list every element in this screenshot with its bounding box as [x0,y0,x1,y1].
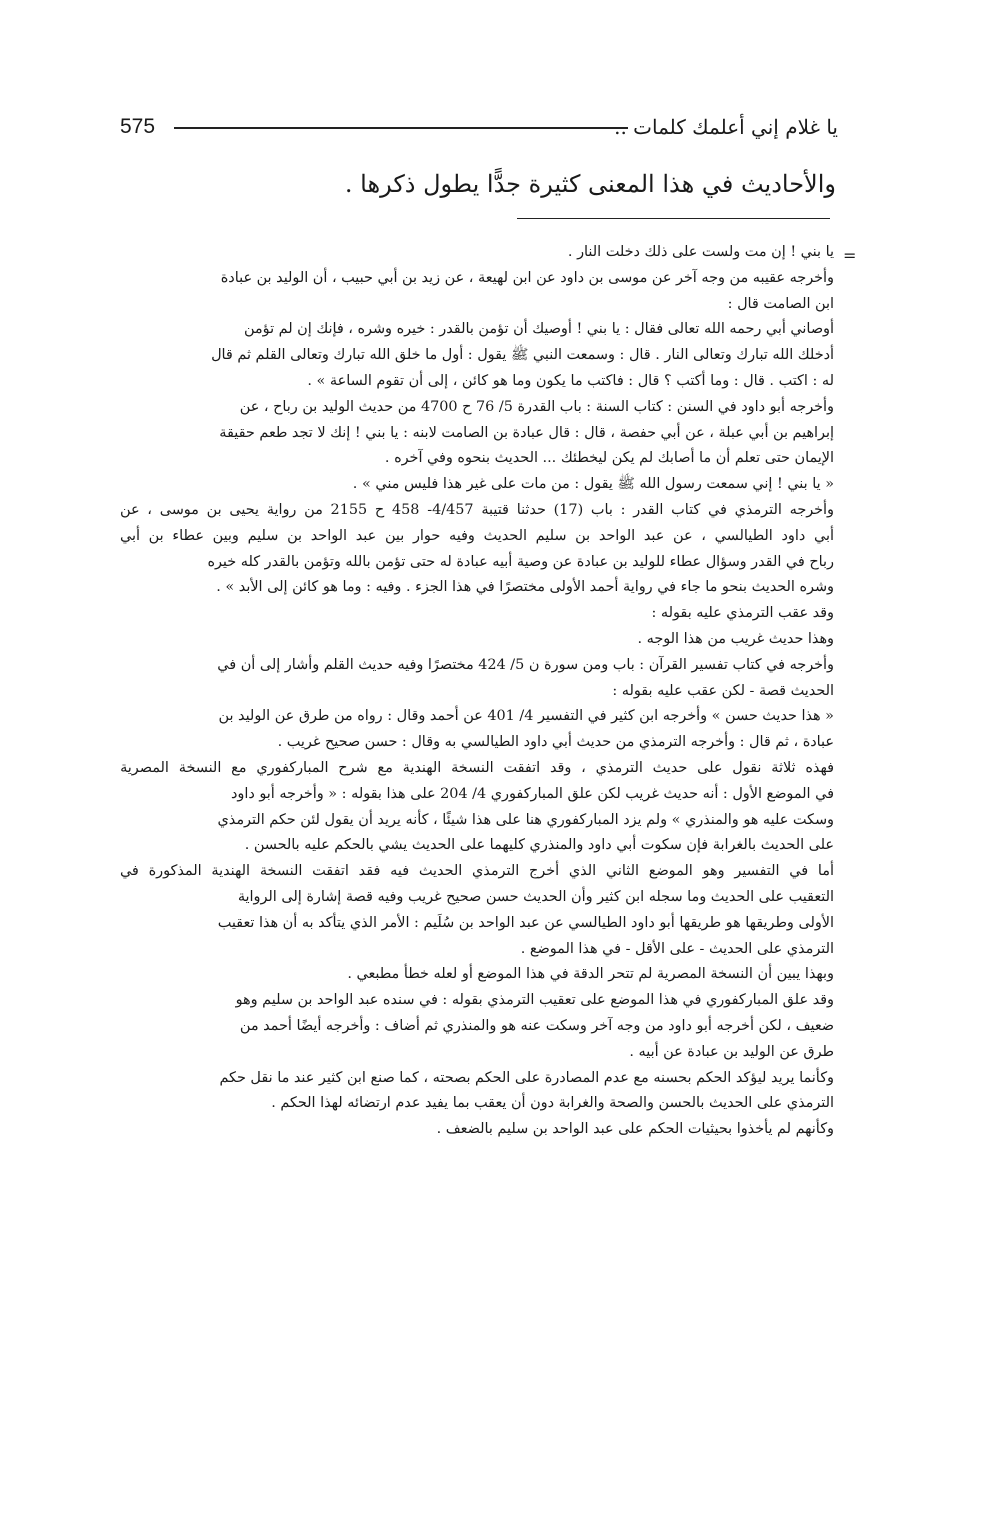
footnote-line: إبراهيم بن أبي عبلة ، عن أبي حفصة ، قال : قال عبادة بن الصامت لابنه : يا بني ! إنك لا تجد طعم حقيقة [219,424,834,441]
footnote-line: الترمذي على الحديث بالحسن والصحة والغرابة دون أن يعقب بما يفيد عدم ارتضائه لهذا الحكم . [271,1095,834,1112]
footnote-line: أدخلك الله تبارك وتعالى النار . قال : وسمعت النبي ﷺ يقول : أول ما خلق الله تبارك وتعالى القلم ثم قال [211,347,834,364]
footnote-line: وأخرجه أبو داود في السنن : كتاب السنة : باب القدرة 5/ 76 ح 4700 من حديث الوليد بن رباح ، عن [239,398,834,415]
footnote-line: فهذه ثلاثة نقول على حديث الترمذي ، وقد اتفقت النسخة الهندية مع شرح المباركفوري مع النسخة المصرية [120,759,834,776]
footnote-line: رباح في القدر وسؤال عطاء للوليد بن عبادة عن وصية أبيه عبادة له حتى تؤمن بالله وتؤمن بالقدر كله خيره [207,553,834,570]
footnote-line: « يا بني ! إني سمعت رسول الله ﷺ يقول : من مات على غير هذا فليس مني » . [352,476,834,493]
footnote-line: على الحديث بالغرابة فإن سكوت أبي داود والمنذري كليهما على الحديث يشي بالحكم عليه بالحسن . [244,837,834,854]
footnote-line: أما في التفسير وهو الموضع الثاني الذي أخرج الترمذي الحديث فيه فقد اتفقت النسخة الهندية المذكورة في [120,863,834,880]
footnote-line: وأخرجه عقيبه من وجه آخر عن موسى بن داود عن ابن لهيعة ، عن زيد بن أبي حبيب ، أن الوليد بن عبادة [220,269,834,286]
footnote-line: الحديث قصة - لكن عقب عليه بقوله : [612,682,834,699]
footnote-line: وكأنهم لم يأخذوا بحيثيات الحكم على عبد الواحد بن سليم بالضعف . [436,1121,834,1138]
footnote-line: يا بني ! إن مت ولست على ذلك دخلت النار . [567,244,834,260]
page-header [120,112,838,146]
continuation-marker: = [843,246,857,265]
footnote-line: أوصاني أبي رحمه الله تعالى فقال : يا بني ! أوصيك أن تؤمن بالقدر : خيره وشره ، فإنك إن لم تؤمن [243,321,834,338]
footnote-line: الإيمان حتى تعلم أن ما أصابك لم يكن ليخطئك ... الحديث بنحوه وفي آخره . [384,450,834,467]
footnote-line: الترمذي على الحديث - على الأقل - في هذا الموضع . [520,940,834,957]
running-title: يا غلام إني أعلمك كلمات .. [614,115,838,139]
page-number: 575 [120,115,156,138]
footnote-line: له : اكتب . قال : وما أكتب ؟ قال : فاكتب ما يكون وما هو كائن ، إلى أن تقوم الساعة » . [307,372,834,389]
header-rule [174,127,628,129]
footnotes [120,240,834,1143]
footnote-line: وسكت عليه هو والمنذري » ولم يزد المباركفوري هنا على هذا شيئًا ، كأنه يريد أن يقول لئن حكم الترمذي [217,811,834,828]
footnote-line: أبي داود الطيالسي ، عن عبد الواحد بن سليم الحديث وفيه حوار بين عبد الواحد بن سليم وبين عطاء بن أبي [120,527,834,544]
main-text: والأحاديث في هذا المعنى كثيرة جدًّا يطول ذكرها . [344,170,836,198]
footnote-line: وكأنما يريد ليؤكد الحكم بحسنه مع عدم المصادرة على الحكم بصحته ، كما صنع ابن كثير عند ما نقل حكم [219,1069,834,1086]
footnote-line: وبهذا يبين أن النسخة المصرية لم تتحر الدقة في هذا الموضع أو لعله خطأ مطبعي . [347,966,834,983]
footnote-line: طرق عن الوليد بن عبادة عن أبيه . [629,1043,834,1060]
footnote-line: وقد عقب الترمذي عليه بقوله : [651,605,834,622]
footnote-line: وأخرجه في كتاب تفسير القرآن : باب ومن سورة ن 5/ 424 مختصرًا وفيه حديث القلم وأشار إلى أن في [217,656,834,673]
footnote-separator [517,218,830,219]
footnote-line: « هذا حديث حسن » وأخرجه ابن كثير في التفسير 4/ 401 عن أحمد وقال : رواه من طرق عن الوليد بن [218,708,834,725]
footnote-line: ضعيف ، لكن أخرجه أبو داود من وجه آخر وسكت عنه هو والمنذري ثم أضاف : وأخرجه أيضًا أحمد من [239,1017,834,1034]
footnote-line: وأخرجه الترمذي في كتاب القدر : باب (17) حدثنا قتيبة 4/457- 458 ح 2155 من رواية يحيى بن موسى ، عن [120,501,834,518]
footnote-line: التعقيب على الحديث وما سجله ابن كثير وأن الحديث حسن صحيح غريب وفيه قصة إشارة إلى الرواية [237,888,834,905]
footnote-line: الأولى وطريقها هو طريقها أبو داود الطيالسي عن عبد الواحد بن سُلَيم : الأمر الذي يتأكد به أن هذا تعقيب [217,914,834,931]
footnote-line: وشره الحديث بنحو ما جاء في رواية أحمد الأولى مختصرًا في هذا الجزء . وفيه : وما هو كائن إلى الأبد » . [216,579,834,596]
footnote-line: في الموضع الأول : أنه حديث غريب لكن علق المباركفوري 4/ 204 على هذا بقوله : « وأخرجه أبو داود [230,785,834,802]
footnote-line: ابن الصامت قال : [727,295,834,312]
footnote-line: وهذا حديث غريب من هذا الوجه . [637,630,834,647]
footnote-line: وقد علق المباركفوري في هذا الموضع على تعقيب الترمذي بقوله : في سنده عبد الواحد بن سليم وهو [235,992,834,1009]
footnote-line: عبادة ، ثم قال : وأخرجه الترمذي من حديث أبي داود الطيالسي به وقال : حسن صحيح غريب . [277,734,834,751]
